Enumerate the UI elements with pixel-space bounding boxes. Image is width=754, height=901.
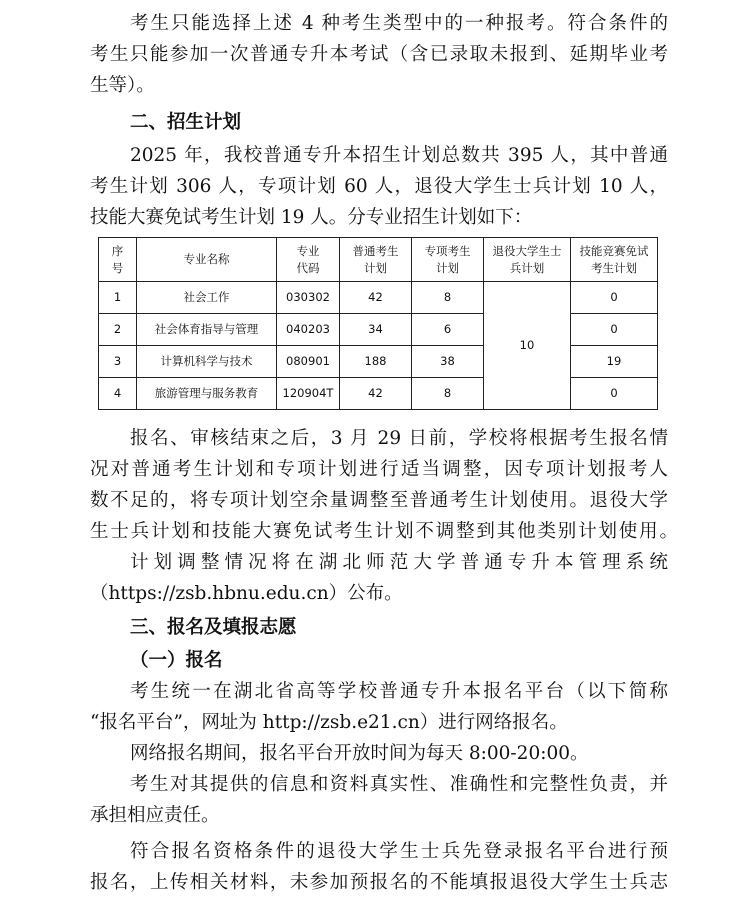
cell-veteran-total: 10: [484, 282, 571, 410]
paragraph-line: [0, 172, 754, 203]
cell-skill: 0: [571, 378, 658, 410]
header-regular: 普通考生计划: [340, 238, 412, 282]
cell-skill: 0: [571, 314, 658, 346]
text-line: 计划调整情况将在湖北师范大学普通专升本管理系统: [130, 552, 668, 573]
text-line: 生等）。: [90, 75, 155, 96]
cell-skill: 19: [571, 346, 658, 378]
paragraph-line: [0, 9, 754, 40]
paragraph-line: [0, 801, 754, 832]
cell-code: 040203: [277, 314, 340, 346]
enrollment-plan-table: [98, 237, 658, 410]
cell-major: 旅游管理与服务教育: [137, 378, 277, 410]
paragraph-line: [0, 141, 754, 172]
paragraph-line: [0, 708, 754, 739]
text-line: 考生只能选择上述 4 种考生类型中的一种报考。符合条件的: [130, 13, 668, 34]
cell-regular: 188: [340, 346, 412, 378]
subsection-heading: [0, 646, 754, 677]
text-line: 承担相应责任。: [90, 805, 220, 826]
cell-index: 3: [99, 346, 137, 378]
cell-special: 8: [412, 282, 484, 314]
header-major: 专业名称: [137, 238, 277, 282]
table-row: [99, 378, 658, 410]
text-line: 考生只能参加一次普通专升本考试（含已录取未报到、延期毕业考: [90, 44, 668, 65]
table-row: [99, 346, 658, 378]
section-title: 三、报名及填报志愿: [130, 617, 297, 638]
cell-special: 6: [412, 314, 484, 346]
section-heading: [0, 108, 754, 139]
cell-major: 社会体育指导与管理: [137, 314, 277, 346]
text-line: 符合报名资格条件的退役大学生士兵先登录报名平台进行预: [130, 841, 668, 862]
cell-code: 030302: [277, 282, 340, 314]
text-line: 网络报名期间，报名平台开放时间为每天 8:00-20:00。: [130, 743, 589, 764]
cell-skill: 0: [571, 282, 658, 314]
text-line: 报名，上传相关材料，未参加预报名的不能填报退役大学生士兵志: [90, 872, 668, 893]
cell-index: 1: [99, 282, 137, 314]
text-line: 2025 年，我校普通专升本招生计划总数共 395 人，其中普通: [130, 145, 668, 166]
paragraph-line: [0, 424, 754, 455]
text-line: “报名平台”，网址为 http://zsb.e21.cn）进行网络报名。: [90, 712, 568, 733]
cell-regular: 42: [340, 378, 412, 410]
section-heading: [0, 613, 754, 644]
subsection-title: （一）报名: [130, 650, 223, 671]
header-special: 专项考生计划: [412, 238, 484, 282]
text-line: 考生统一在湖北省高等学校普通专升本报名平台（以下简称: [130, 681, 668, 702]
cell-regular: 42: [340, 282, 412, 314]
header-skill: 技能竞赛免试考生计划: [571, 238, 658, 282]
cell-index: 2: [99, 314, 137, 346]
text-line: （https://zsb.hbnu.edu.cn）公布。: [90, 583, 403, 604]
paragraph-line: [0, 770, 754, 801]
paragraph-line: [0, 868, 754, 899]
paragraph-line: [0, 739, 754, 770]
paragraph-line: [0, 40, 754, 71]
cell-index: 4: [99, 378, 137, 410]
paragraph-line: [0, 455, 754, 486]
cell-major: 社会工作: [137, 282, 277, 314]
text-line: 考生对其提供的信息和资料真实性、准确性和完整性负责，并: [130, 774, 668, 795]
table-header-row: [99, 238, 658, 282]
paragraph-line: [0, 517, 754, 548]
text-line: 报名、审核结束之后，3 月 29 日前，学校将根据考生报名情: [130, 428, 668, 449]
text-line: 数不足的，将专项计划空余量调整至普通考生计划使用。退役大学: [90, 490, 668, 511]
text-line: 生士兵计划和技能大赛免试考生计划不调整到其他类别计划使用。: [90, 521, 678, 542]
section-title: 二、招生计划: [130, 112, 242, 133]
text-line: 技能大赛免试考生计划 19 人。分专业招生计划如下：: [90, 207, 533, 228]
paragraph-line: [0, 837, 754, 868]
paragraph-line: [0, 677, 754, 708]
text-line: 考生计划 306 人，专项计划 60 人，退役大学生士兵计划 10 人，: [90, 176, 668, 197]
table-row: [99, 314, 658, 346]
paragraph-line: [0, 548, 754, 579]
cell-special: 8: [412, 378, 484, 410]
table-row: [99, 282, 658, 314]
header-index: 序号: [99, 238, 137, 282]
paragraph-line: [0, 203, 754, 234]
cell-special: 38: [412, 346, 484, 378]
cell-major: 计算机科学与技术: [137, 346, 277, 378]
header-veteran: 退役大学生士兵计划: [484, 238, 571, 282]
paragraph-line: [0, 579, 754, 610]
cell-regular: 34: [340, 314, 412, 346]
header-code: 专业代码: [277, 238, 340, 282]
text-line: 况对普通考生计划和专项计划进行适当调整，因专项计划报考人: [90, 459, 668, 480]
paragraph-line: [0, 71, 754, 102]
cell-code: 120904T: [277, 378, 340, 410]
cell-code: 080901: [277, 346, 340, 378]
paragraph-line: [0, 486, 754, 517]
